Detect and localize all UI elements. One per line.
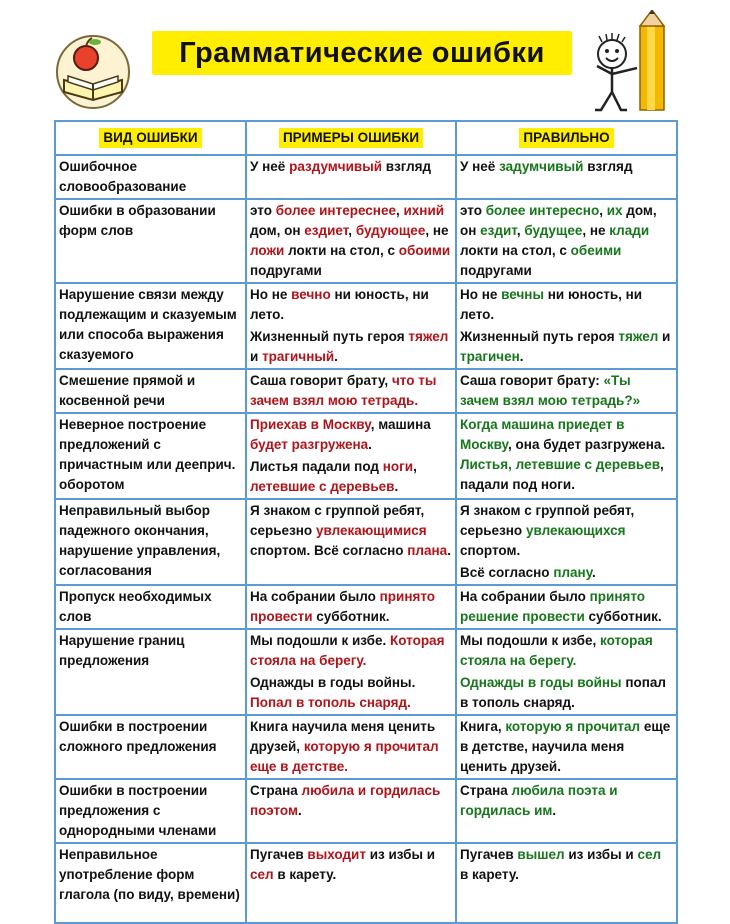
header-error-type — [55, 121, 246, 155]
table-row — [55, 413, 677, 499]
error-highlight: плана — [407, 543, 448, 558]
text-segment: Всё согласно — [460, 565, 554, 580]
text-segment: локти на стол, с — [284, 243, 399, 258]
error-type-cell: Ошибки в построении предложения с однородными членами — [55, 779, 246, 843]
error-example-cell — [246, 843, 456, 923]
correct-highlight: тяжел — [618, 329, 659, 344]
correct-form-cell — [456, 155, 677, 199]
error-type-cell: Неверное построение предложений с причастным или дееприч. оборотом — [55, 413, 246, 499]
text-segment: субботник. — [312, 609, 390, 624]
boy-with-pencil-icon — [585, 10, 675, 115]
correct-highlight: Когда машина приедет в Москву — [460, 417, 625, 452]
error-highlight: ноги — [382, 459, 414, 474]
correct-highlight: Листья, летевшие с деревьев — [460, 457, 661, 472]
correct-highlight: сел — [637, 847, 662, 862]
text-segment: . — [552, 803, 557, 818]
table-row — [55, 779, 677, 843]
error-highlight: Которая стояла на берегу. — [250, 633, 445, 668]
text-segment: Я знаком с группой ребят, серьезно — [250, 503, 425, 538]
correct-form-cell — [456, 499, 677, 585]
text-segment: и — [658, 329, 671, 344]
text-segment: спортом. — [460, 543, 521, 558]
error-type-cell: Смешение прямой и косвенной речи — [55, 369, 246, 413]
text-segment: это — [460, 203, 486, 218]
error-example-cell — [246, 499, 456, 585]
correct-form-cell — [456, 779, 677, 843]
text-segment: Но не — [460, 287, 502, 302]
table-row — [55, 843, 677, 923]
text-segment: дом, он — [250, 223, 305, 238]
error-highlight: любила и гордилась — [301, 783, 441, 798]
error-highlight: ездиет — [304, 223, 349, 238]
table-row — [55, 629, 677, 715]
error-highlight: вечно — [291, 287, 331, 302]
error-highlight: зачем взял мою тетрадь. — [250, 393, 419, 408]
error-highlight: ложи — [250, 243, 285, 258]
text-segment: ни юность, ни лето. — [460, 287, 643, 322]
text-segment: подругами — [250, 263, 322, 278]
paragraph-gap — [250, 325, 452, 327]
error-highlight: поэтом — [250, 803, 298, 818]
paragraph-gap — [250, 455, 452, 457]
paragraph-gap — [460, 325, 673, 327]
correct-form-cell — [456, 283, 677, 369]
text-segment: На собрании было — [250, 589, 380, 604]
error-highlight: летевшие с деревьев — [250, 479, 395, 494]
error-highlight: трагичный — [262, 349, 335, 364]
text-segment: , — [413, 459, 417, 474]
text-segment: , не — [425, 223, 449, 238]
text-segment: Страна — [250, 783, 302, 798]
correct-highlight: ездит — [480, 223, 517, 238]
correct-form-cell — [456, 369, 677, 413]
text-segment: , она будет разгружена. — [508, 437, 666, 452]
text-segment: , — [395, 203, 404, 218]
text-segment: Саша говорит брату, — [250, 373, 392, 388]
text-segment: взгляд — [382, 159, 432, 174]
table-row — [55, 369, 677, 413]
error-type-cell: Нарушение границ предложения — [55, 629, 246, 715]
error-type-cell: Ошибки в построении сложного предложения — [55, 715, 246, 779]
error-highlight: раздумчивый — [289, 159, 383, 174]
text-segment: в карету. — [273, 867, 337, 882]
text-segment: дом, он — [460, 203, 657, 238]
error-type-cell: Неправильное употребление форм глагола (по виду, времени) — [55, 843, 246, 923]
table-row — [55, 155, 677, 199]
correct-highlight: вышел — [517, 847, 565, 862]
text-segment: из избы и — [564, 847, 638, 862]
correct-highlight: трагичен — [460, 349, 520, 364]
apple-book-icon — [54, 30, 132, 110]
correct-form-cell — [456, 585, 677, 629]
text-segment: Книга научила меня ценить друзей, — [250, 719, 436, 754]
paragraph-gap — [460, 561, 673, 563]
header-correct-label: ПРАВИЛЬНО — [519, 128, 613, 148]
text-segment: У неё — [250, 159, 290, 174]
text-segment: У неё — [460, 159, 500, 174]
table-row — [55, 715, 677, 779]
error-example-cell — [246, 715, 456, 779]
table-row — [55, 283, 677, 369]
text-segment: подругами — [460, 263, 532, 278]
text-segment: в карету. — [460, 867, 519, 882]
text-segment: ни юность, ни лето. — [250, 287, 429, 322]
text-segment: , падали под ноги. — [460, 457, 664, 492]
correct-highlight: Однажды в годы войны — [460, 675, 622, 690]
header-error-examples — [246, 121, 456, 155]
error-example-cell — [246, 369, 456, 413]
text-segment: , — [348, 223, 356, 238]
error-highlight: увлекающимися — [315, 523, 427, 538]
text-segment: Страна — [460, 783, 512, 798]
text-segment: локти на стол, с — [460, 243, 571, 258]
text-segment: Мы подошли к избе, — [460, 633, 600, 648]
text-segment: субботник. — [584, 609, 662, 624]
correct-highlight: более интересно — [485, 203, 600, 218]
correct-form-cell — [456, 199, 677, 283]
table-body — [55, 155, 677, 923]
grammar-errors-table — [54, 120, 678, 924]
error-highlight: будующее — [355, 223, 426, 238]
error-highlight: выходит — [307, 847, 366, 862]
error-highlight: более интереснее — [275, 203, 396, 218]
text-segment: Книга, — [460, 719, 506, 734]
error-highlight: обоими — [398, 243, 451, 258]
correct-form-cell — [456, 413, 677, 499]
correct-highlight: принято решение провести — [460, 589, 646, 624]
text-segment: Листья падали под — [250, 459, 383, 474]
text-segment: На собрании было — [460, 589, 590, 604]
error-example-cell — [246, 199, 456, 283]
text-segment: взгляд — [583, 159, 633, 174]
error-example-cell — [246, 283, 456, 369]
text-segment: . — [447, 543, 451, 558]
correct-highlight: клади — [609, 223, 650, 238]
correct-form-cell — [456, 629, 677, 715]
header-correct — [456, 121, 677, 155]
text-segment: Но не — [250, 287, 292, 302]
error-highlight: которую я прочитал еще в детстве. — [250, 739, 439, 774]
error-highlight: ихний — [403, 203, 445, 218]
text-segment: попал в тополь снаряд. — [460, 675, 666, 710]
text-segment: . — [298, 803, 302, 818]
correct-highlight: будущее — [524, 223, 583, 238]
text-segment: , не — [582, 223, 610, 238]
correct-highlight: «Ты зачем взял мою тетрадь?» — [460, 373, 641, 408]
correct-highlight: которую я прочитал — [505, 719, 641, 734]
error-highlight: будет разгружена — [250, 437, 369, 452]
text-segment: и — [250, 349, 263, 364]
text-segment: . — [334, 349, 338, 364]
page-title: Грамматические ошибки — [179, 36, 545, 69]
error-highlight: что ты — [391, 373, 437, 388]
error-example-cell — [246, 585, 456, 629]
error-type-cell: Неправильный выбор падежного окончания, нарушение управления, согласования — [55, 499, 246, 585]
text-segment: , — [599, 203, 607, 218]
header-error-examples-label: ПРИМЕРЫ ОШИБКИ — [279, 128, 423, 148]
page-header — [0, 0, 730, 120]
text-segment: Саша говорит брату: — [460, 373, 604, 388]
error-type-cell: Ошибочное словообразование — [55, 155, 246, 199]
error-highlight: сел — [250, 867, 274, 882]
error-example-cell — [246, 413, 456, 499]
text-segment: Жизненный путь героя — [460, 329, 619, 344]
correct-highlight: увлекающихся — [525, 523, 626, 538]
text-segment: Жизненный путь героя — [250, 329, 409, 344]
correct-form-cell — [456, 715, 677, 779]
text-segment: еще в детстве, научила меня ценить друзей. — [460, 719, 671, 774]
text-segment: Пугачев — [460, 847, 518, 862]
correct-form-cell — [456, 843, 677, 923]
correct-highlight: плану — [553, 565, 593, 580]
correct-highlight: задумчивый — [499, 159, 584, 174]
error-example-cell — [246, 779, 456, 843]
error-highlight: принято провести — [250, 589, 436, 624]
error-example-cell — [246, 155, 456, 199]
text-segment: . — [368, 437, 372, 452]
text-segment: . — [394, 479, 399, 494]
correct-highlight: обеими — [570, 243, 622, 258]
text-segment: Пугачев — [250, 847, 308, 862]
header-error-type-label: ВИД ОШИБКИ — [99, 128, 201, 148]
error-type-cell: Нарушение связи между подлежащим и сказуемым или способа выражения сказуемого — [55, 283, 246, 369]
correct-highlight: вечны — [501, 287, 544, 302]
correct-highlight: их — [606, 203, 623, 218]
text-segment: Я знаком с группой ребят, серьезно — [460, 503, 635, 538]
error-example-cell — [246, 629, 456, 715]
text-segment: , машина — [370, 417, 431, 432]
table-header-row — [55, 121, 677, 155]
paragraph-gap — [250, 671, 452, 673]
text-segment: , — [516, 223, 525, 238]
table-row — [55, 199, 677, 283]
error-type-cell: Ошибки в образовании форм слов — [55, 199, 246, 283]
title-banner — [152, 31, 572, 75]
table-row — [55, 585, 677, 629]
error-highlight: тяжел — [408, 329, 449, 344]
text-segment: из избы и — [365, 847, 436, 862]
text-segment: Мы подошли к избе. — [250, 633, 390, 648]
text-segment: Однажды в годы войны. — [250, 675, 416, 690]
text-segment: это — [250, 203, 276, 218]
correct-highlight: которая стояла на берегу. — [460, 633, 653, 668]
text-segment: . — [592, 565, 596, 580]
text-segment: . — [519, 349, 524, 364]
correct-highlight: любила поэта и гордилась им — [460, 783, 618, 818]
text-segment: спортом. Всё согласно — [250, 543, 408, 558]
error-highlight: Попал в тополь снаряд. — [250, 695, 411, 710]
error-type-cell: Пропуск необходимых слов — [55, 585, 246, 629]
paragraph-gap — [460, 671, 673, 673]
error-highlight: Приехав в Москву — [250, 417, 371, 432]
table-row — [55, 499, 677, 585]
